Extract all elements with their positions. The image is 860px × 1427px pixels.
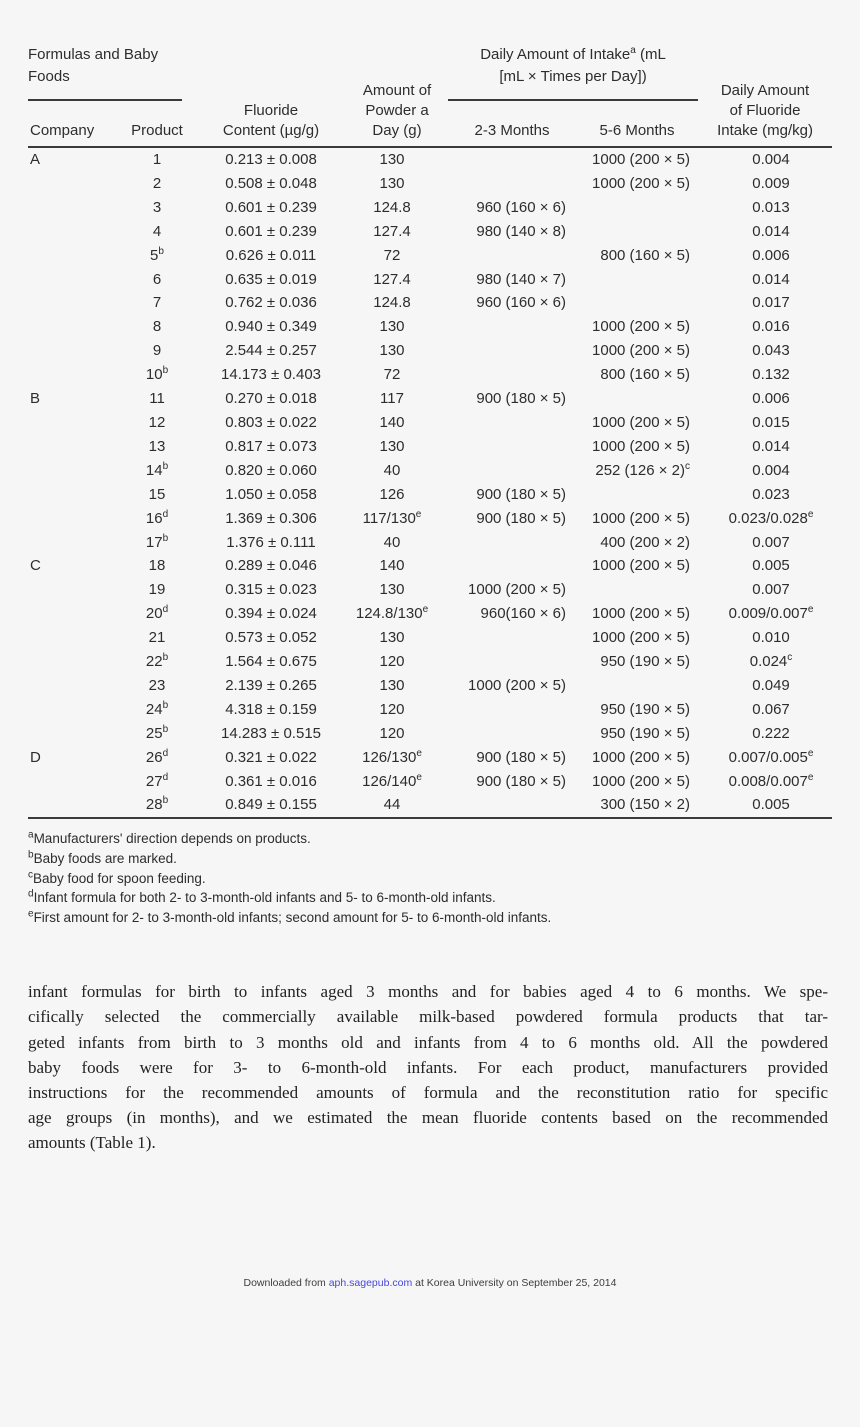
intake-5-6-cell: 800 (160 × 5) [600,246,691,264]
table-header [28,44,832,147]
table-row [28,746,832,770]
product-cell: 3 [152,198,162,216]
footer-suffix: at Korea University on September 25, 2014 [412,1277,617,1289]
intake-5-6-cell: 1000 (200 × 5) [592,318,691,336]
intake-5-6-cell: 1000 (200 × 5) [592,437,691,455]
footnote: $^d$Infant formula for both 2- to 3-month-old infants and 5- to 6-month-old infants. [28,888,496,906]
fluoride-cell: 0.849 ± 0.155 [196,793,346,818]
fluoride-cell: 0.817 ± 0.073 [225,437,317,455]
product-cell: 11 [149,390,165,408]
fluoride-cell: 0.289 ± 0.046 [225,557,317,575]
table-row [28,147,832,172]
company-cell [28,626,118,650]
table-row [28,387,832,411]
intake-5-6-cell: 1000 (200 × 5) [576,147,698,172]
intake-5-6-cell: 1000 (200 × 5) [592,174,691,192]
product-cell: 20$^d$ [145,604,169,623]
intake-2-3-cell [448,172,576,196]
product-cell: 5$^b$ [150,245,164,264]
powder-cell: 117 [380,390,404,408]
product-cell: 1 [118,147,196,172]
intake-5-6-cell: 400 (200 × 2) [600,533,691,551]
powder-cell: 130 [379,342,405,360]
intake-5-6-cell: 1000 (200 × 5) [592,509,691,527]
fluoride-cell: 0.573 ± 0.052 [225,629,317,647]
product-cell: 23 [148,676,166,694]
product-cell: 17$^b$ [145,532,169,551]
company-cell [28,770,118,794]
intake-5-6-cell: 252 $(126 \times 2)^c$ [595,460,691,479]
company-cell: C [30,557,41,575]
fluoride-cell: 14.283 ± 0.515 [221,724,321,742]
product-cell: 18 [148,557,166,575]
daily-fluoride-cell: 0.006 [752,246,790,264]
powder-cell: 40 [383,461,401,479]
daily-fluoride-cell: 0.006 [752,390,790,408]
fluoride-cell: 14.173 ± 0.403 [221,366,321,384]
powder-cell: 120 [379,653,405,671]
header-intake-group [448,44,698,101]
footnote: $^a$Manufacturers' direction depends on products. [28,829,311,847]
footnotes [28,829,832,927]
daily-fluoride-cell: 0.049 [752,676,790,694]
company-cell [28,339,118,363]
daily-fluoride-cell: 0.005 [698,793,832,818]
intake-2-3-cell: 900 (180 × 5) [476,485,567,503]
intake-2-3-cell [448,722,576,746]
powder-cell: 140 [379,413,405,431]
company-cell: B [30,390,41,408]
product-cell: 12 [148,413,166,431]
intake-2-3-cell: 900 (180 × 5) [476,748,567,766]
daily-fluoride-cell: 0.043 [752,342,790,360]
table-row [28,483,832,507]
intake-2-3-cell [448,435,576,459]
product-cell: 9 [152,342,162,360]
company-cell [28,268,118,292]
daily-fluoride-cell: 0.009 [752,174,790,192]
fluoride-cell: 0.601 ± 0.239 [225,222,317,240]
company-cell [28,411,118,435]
header-fluoride-content: Fluoride Content (µg/g) [222,102,320,139]
powder-cell: 130 [346,147,448,172]
powder-cell: 124.8/130e [355,604,429,623]
intake-2-3-cell: 900 (180 × 5) [476,772,567,790]
table-row [28,793,832,818]
table-row [28,578,832,602]
fluoride-cell: 1.050 ± 0.058 [225,485,317,503]
daily-fluoride-cell: 0.222 [752,724,790,742]
intake-2-3-cell [448,554,576,578]
fluoride-cell: 2.139 ± 0.265 [225,676,317,694]
intake-5-6-cell: 1000 (200 × 5) [592,557,691,575]
table-row [28,770,832,794]
product-cell: 4 [152,222,162,240]
header-2-3-months: 2-3 Months [474,122,550,139]
company-cell [28,363,118,387]
table-row [28,363,832,387]
fluoride-cell: 0.508 ± 0.048 [225,174,317,192]
fluoride-cell: 0.321 ± 0.022 [225,748,317,766]
daily-fluoride-cell: 0.013 [752,198,790,216]
paragraph-line: cifically selected the commercially available milk-based powdered formula products that tar- [28,1007,828,1027]
daily-fluoride-cell: 0.007/0.005e [728,747,814,766]
intake-5-6-cell: 1000 (200 × 5) [592,413,691,431]
powder-cell: 120 [379,724,405,742]
header-intake-label: Daily Amount of Intake$^a$ (mL [mL × Times per Day]) [448,44,698,101]
product-cell: 16$^d$ [145,508,169,527]
powder-cell: 127.4 [373,222,411,240]
intake-2-3-cell [448,244,576,268]
footer-link[interactable]: aph.sagepub.com [328,1277,413,1289]
daily-fluoride-cell: 0.010 [752,629,790,647]
daily-fluoride-cell: 0.004 [698,147,832,172]
powder-cell: 130 [379,318,405,336]
company-cell [28,531,118,555]
powder-cell: 130 [379,437,405,455]
intake-5-6-cell: 1000 (200 × 5) [592,748,691,766]
product-cell: 26$^d$ [145,747,169,766]
intake-2-3-cell: 980 (140 × 8) [476,222,567,240]
company-cell [28,244,118,268]
table-row [28,315,832,339]
table-row [28,531,832,555]
table-row [28,698,832,722]
powder-cell: 140 [379,557,405,575]
daily-fluoride-cell: 0.132 [752,366,790,384]
intake-5-6-cell [576,483,698,507]
powder-cell: 127.4 [373,270,411,288]
company-cell [28,698,118,722]
footnote: $^c$Baby food for spoon feeding. [28,869,206,886]
product-cell: 15 [148,485,166,503]
fluoride-cell: 0.820 ± 0.060 [225,461,317,479]
daily-fluoride-cell: 0.023/0.028e [728,508,814,527]
product-cell: 27$^d$ [145,771,169,790]
intake-5-6-cell: 1000 (200 × 5) [592,772,691,790]
intake-5-6-cell: 1000 (200 × 5) [592,342,691,360]
fluoride-cell: 4.318 ± 0.159 [225,700,317,718]
table-row [28,411,832,435]
fluoride-cell: 0.270 ± 0.018 [225,390,317,408]
daily-fluoride-cell: 0.024$^c$ [749,652,793,671]
company-cell [28,650,118,674]
fluoride-cell: 0.394 ± 0.024 [225,605,317,623]
powder-cell: 130 [379,676,405,694]
intake-5-6-cell [576,291,698,315]
product-cell: 10$^b$ [145,365,169,384]
company-cell [28,578,118,602]
intake-2-3-cell [448,459,576,483]
daily-fluoride-cell: 0.023 [752,485,790,503]
company-cell [28,602,118,626]
product-cell: 19 [148,581,166,599]
footer-prefix: Downloaded from [243,1277,329,1289]
intake-5-6-cell: 1000 (200 × 5) [592,629,691,647]
fluoride-cell: 0.940 ± 0.349 [225,318,317,336]
intake-5-6-cell [576,268,698,292]
table-body [28,147,832,818]
product-cell: 7 [152,294,162,312]
table-row [28,244,832,268]
paragraph-line: geted infants from birth to 3 months old and infants from 4 to 6 months old. All the powdered [28,1032,828,1052]
header-daily-fluoride: Daily Amount of Fluoride Intake (mg/kg) [717,82,813,139]
intake-2-3-cell: 960 (160 × 6) [476,294,567,312]
table-row [28,172,832,196]
paragraph-line: age groups (in months), and we estimated the mean fluoride contents based on the recommended [28,1107,828,1127]
intake-5-6-cell: 800 (160 × 5) [600,366,691,384]
powder-cell: 126 [379,485,405,503]
company-cell [28,291,118,315]
intake-2-3-cell [448,626,576,650]
table-row [28,554,832,578]
daily-fluoride-cell: 0.014 [752,270,790,288]
footnote: $^b$Baby foods are marked. [28,849,177,866]
table-row [28,220,832,244]
intake-2-3-cell [448,793,576,818]
product-cell: 13 [148,437,166,455]
intake-5-6-cell: 950 (190 × 5) [600,653,691,671]
product-cell: 6 [152,270,162,288]
body-paragraph [28,979,828,1155]
table-row [28,507,832,531]
company-cell [28,315,118,339]
product-cell: 28$^b$ [118,793,196,818]
product-cell: 24$^b$ [145,699,169,718]
fluoride-cell: 0.213 ± 0.008 [196,147,346,172]
product-cell: 25$^b$ [145,723,169,742]
table-row [28,339,832,363]
header-formulas-label: Formulas and Baby Foods [28,44,182,101]
fluoride-cell: 0.361 ± 0.016 [225,772,317,790]
intake-5-6-cell [576,578,698,602]
intake-5-6-cell [576,196,698,220]
fluoride-cell: 0.803 ± 0.022 [225,413,317,431]
product-cell: 21 [148,629,166,647]
intake-2-3-cell: 900 (180 × 5) [476,509,567,527]
table-row [28,268,832,292]
company-cell [28,793,118,818]
fluoride-cell: 0.601 ± 0.239 [225,198,317,216]
intake-5-6-cell: 950 (190 × 5) [600,724,691,742]
intake-2-3-cell [448,650,576,674]
company-cell [28,435,118,459]
header-company: Company [30,122,95,139]
intake-2-3-cell [448,531,576,555]
table-row [28,602,832,626]
fluoride-cell: 0.315 ± 0.023 [225,581,317,599]
table-row [28,650,832,674]
header-5-6-months: 5-6 Months [599,122,675,139]
company-cell: D [30,748,41,766]
table-row [28,291,832,315]
intake-2-3-cell [448,147,576,172]
company-cell [28,172,118,196]
powder-cell: 130 [379,629,405,647]
footnote: $^e$First amount for 2- to 3-month-old infants; second amount for 5- to 6-month-old infants. [28,908,552,925]
powder-cell: 120 [379,700,405,718]
header-product: Product [131,122,183,139]
company-cell [28,459,118,483]
daily-fluoride-cell: 0.014 [752,222,790,240]
daily-fluoride-cell: 0.009/0.007e [728,604,814,623]
intake-2-3-cell [448,411,576,435]
powder-cell: 126/130e [362,747,422,766]
fluoride-table [28,44,832,819]
intake-5-6-cell [576,674,698,698]
download-footer [28,1277,832,1289]
intake-2-3-cell [448,698,576,722]
daily-fluoride-cell: 0.015 [752,413,790,431]
intake-2-3-cell [448,315,576,339]
intake-5-6-cell [576,220,698,244]
fluoride-cell: 0.635 ± 0.019 [225,270,317,288]
intake-2-3-cell: 960 (160 × 6) [476,198,567,216]
powder-cell: 117/130e [362,508,422,527]
intake-2-3-cell: 1000 (200 × 5) [468,581,567,599]
intake-5-6-cell: 950 (190 × 5) [600,700,691,718]
paragraph-line: amounts (Table 1). [28,1132,156,1152]
fluoride-cell: 0.626 ± 0.011 [225,246,317,264]
daily-fluoride-cell: 0.017 [752,294,790,312]
header-formulas-group [28,44,196,101]
table-row [28,459,832,483]
intake-5-6-cell [576,387,698,411]
paragraph-line: baby foods were for 3- to 6-month-old infants. For each product, manufacturers provided [28,1057,828,1077]
company-cell [28,674,118,698]
table-row [28,722,832,746]
product-cell: 8 [152,318,162,336]
company-cell [28,483,118,507]
intake-2-3-cell: 960(160 × 6) [480,605,567,623]
fluoride-cell: 1.376 ± 0.111 [226,533,316,551]
daily-fluoride-cell: 0.016 [752,318,790,336]
company-cell [28,722,118,746]
intake-2-3-cell: 980 (140 × 7) [476,270,567,288]
company-cell: A [28,147,118,172]
powder-cell: 126/140e [362,771,422,790]
product-cell: 2 [152,174,162,192]
powder-cell: 72 [383,366,401,384]
powder-cell: 40 [383,533,401,551]
fluoride-cell: 1.564 ± 0.675 [225,653,317,671]
intake-5-6-cell: 300 (150 × 2) [576,793,698,818]
company-cell [28,196,118,220]
daily-fluoride-cell: 0.067 [752,700,790,718]
product-cell: 14$^b$ [145,460,169,479]
table-row [28,626,832,650]
product-cell: 22$^b$ [145,652,169,671]
intake-2-3-cell [448,363,576,387]
table-row [28,674,832,698]
powder-cell: 72 [383,246,401,264]
powder-cell: 130 [379,174,405,192]
daily-fluoride-cell: 0.008/0.007e [728,771,814,790]
fluoride-cell: 2.544 ± 0.257 [225,342,317,360]
daily-fluoride-cell: 0.014 [752,437,790,455]
table-row [28,196,832,220]
paragraph-line: infant formulas for birth to infants aged 3 months and for babies aged 4 to 6 months. We spe- [28,982,828,1002]
powder-cell: 44 [346,793,448,818]
company-cell [28,220,118,244]
table-row [28,435,832,459]
intake-2-3-cell [448,339,576,363]
intake-5-6-cell: 1000 (200 × 5) [592,605,691,623]
intake-2-3-cell: 900 (180 × 5) [476,390,567,408]
fluoride-cell: 0.762 ± 0.036 [225,294,317,312]
fluoride-cell: 1.369 ± 0.306 [225,509,317,527]
daily-fluoride-cell: 0.007 [752,533,790,551]
header-powder-amount: Amount of Powder a Day (g) [362,82,432,139]
powder-cell: 124.8 [373,198,411,216]
daily-fluoride-cell: 0.004 [752,461,790,479]
powder-cell: 130 [379,581,405,599]
powder-cell: 124.8 [373,294,411,312]
daily-fluoride-cell: 0.007 [752,581,790,599]
company-cell [28,507,118,531]
intake-2-3-cell: 1000 (200 × 5) [468,676,567,694]
paragraph-line: instructions for the recommended amounts of formula and the reconstitution ratio for specific [28,1082,828,1102]
daily-fluoride-cell: 0.005 [752,557,790,575]
